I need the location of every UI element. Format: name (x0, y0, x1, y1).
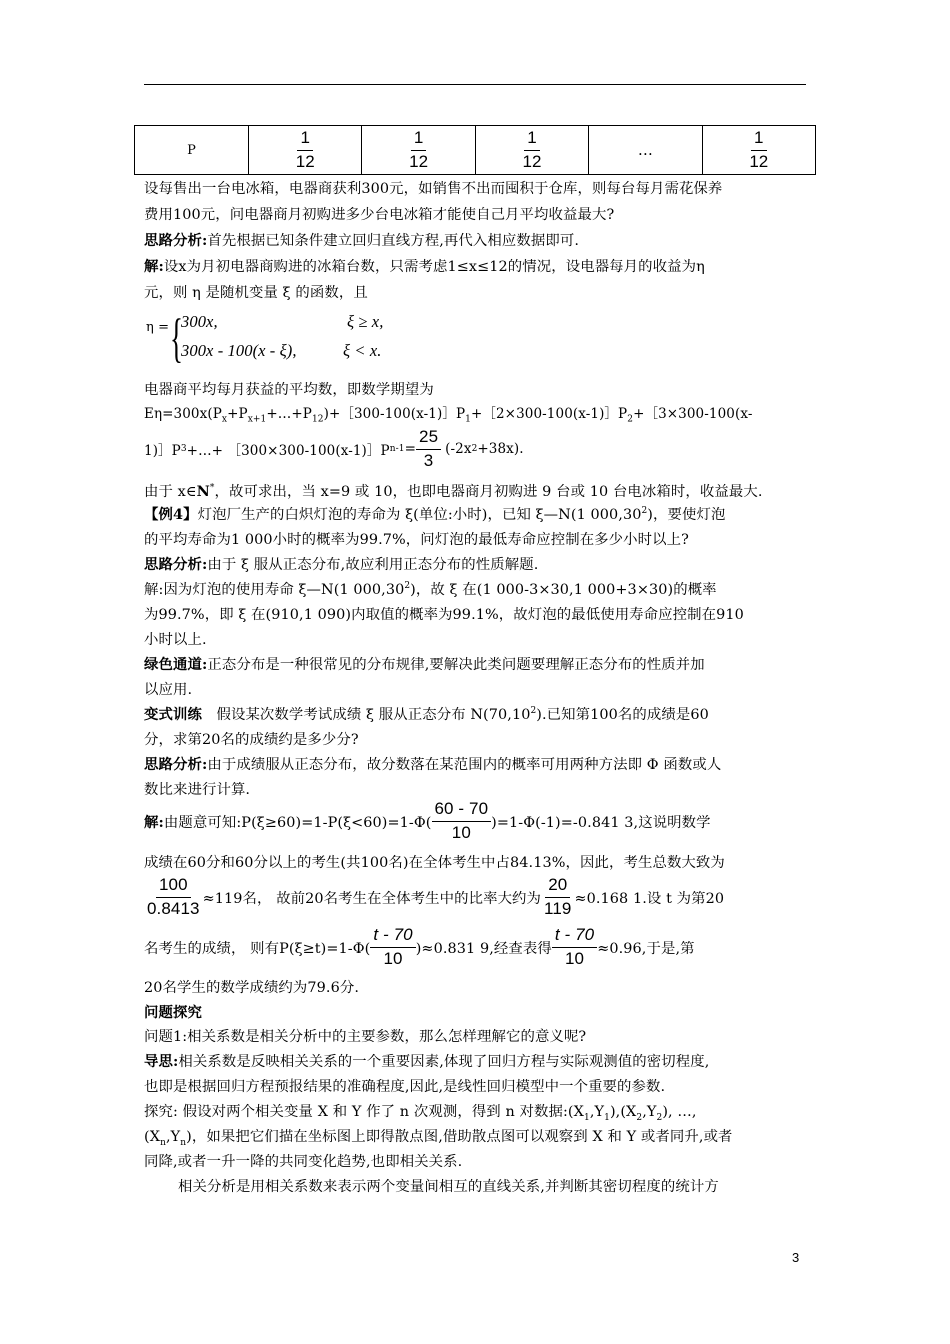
fraction: $\frac{25}{3}$ (416, 428, 441, 470)
text-line: 解:设x为月初电器商购进的冰箱台数，只需考虑1≤x≤12的情况，设电器每月的收益为η (144, 258, 705, 275)
text-line: 变式训练 假设某次数学考试成绩 ξ 服从正态分布 N(70,10$^2$).已知第100名的成绩是60 (144, 706, 709, 723)
section-label: 解: (144, 813, 164, 831)
text-line: 的平均寿命为1 000小时的概率为99.7%，问灯泡的最低寿命应控制在多少小时以上? (144, 532, 689, 548)
text-line: 探究: 假设对两个相关变量 X 和 Y 作了 n 次观测，得到 n 对数据$:(X_1,Y_1),(X_2,Y_2)$, …, (144, 1104, 697, 1123)
piecewise-brace: { (170, 308, 183, 368)
piecewise-expr: 300x, (181, 312, 218, 331)
text-line: 问题1:相关系数是相关分析中的主要参数，那么怎样理解它的意义呢? (144, 1029, 587, 1045)
table-label-cell: P (135, 126, 249, 175)
fraction: $\frac{1}{12}$ (522, 127, 542, 171)
text-line: 绿色通道:正态分布是一种很常见的分布规律,要解决此类问题要理解正态分布的性质并加 (144, 656, 705, 673)
text-line: 成绩在60分和60分以上的考生(共100名)在全体考生中占84.13%，因此，考生总数大致为 (144, 855, 725, 871)
text-line: 解:因为灯泡的使用寿命 ξ—N(1 000,30$^2$)，故 ξ 在(1 000-3×30,1 000+3×30)的概率 (144, 581, 717, 598)
section-label: 思路分析: (144, 756, 208, 773)
section-label: 导思: (144, 1053, 179, 1070)
fraction: $\frac{1}{12}$ (295, 127, 315, 171)
text-line: 小时以上. (144, 632, 207, 648)
text-line: 电器商平均每月获益的平均数，即数学期望为 (144, 382, 434, 398)
piecewise-expr: 300x - 100(x - ξ), (181, 341, 297, 360)
section-label: 解: (144, 258, 164, 275)
table-row (135, 126, 816, 175)
text-line: 1)］P 3 +…+ ［300×300-100(x-1)］P n-1 = $\frac{25}{3}$ (-2x 2 +38x). (144, 427, 524, 470)
piecewise-cond: ξ < x. (343, 341, 382, 360)
text-line: 设每售出一台电冰箱，电器商获利300元，如销售不出而囤积于仓库，则每台每月需花保养 (144, 181, 723, 197)
text-line: 20名学生的数学成绩约为79.6分. (144, 980, 360, 996)
section-label: 问题探究 (144, 1004, 202, 1021)
text-line: 同降,或者一升一降的共同变化趋势,也即相关关系. (144, 1154, 463, 1170)
section-label: 变式训练 (144, 706, 202, 723)
text-line: 思路分析:由于 ξ 服从正态分布,故应利用正态分布的性质解题. (144, 556, 539, 573)
text-line: 为99.7%，即 ξ 在(910,1 090)内取值的概率为99.1%，故灯泡的最低使用寿命应控制在910 (144, 607, 744, 623)
text-line: 由于 x∈N*，故可求出，当 x=9 或 10，也即电器商月初购进 9 台或 10 台电冰箱时，收益最大. (144, 483, 763, 500)
text-line: 名考生的成绩， 则有P(ξ≥t)=1-Φ( $\frac{t - 70}{10}$ )≈0.831 9,经查表得 $\frac{t - 70}{10}$ ≈0.96,于是,第 (144, 925, 695, 968)
text-line: 导思:相关系数是反映相关关系的一个重要因素,体现了回归方程与实际观测值的密切程度, (144, 1053, 710, 1070)
text-line: 【例4】灯泡厂生产的白炽灯泡的寿命为 ξ(单位:小时)，已知 ξ—N(1 000,30$^2$)，要使灯泡 (144, 506, 726, 523)
header-rule (144, 84, 806, 85)
table-cell (475, 126, 588, 175)
table-cell: … (589, 126, 702, 175)
text-line: 数比来进行计算. (144, 782, 251, 798)
probability-table (134, 125, 816, 175)
piecewise-cond: ξ ≥ x, (347, 312, 384, 331)
table-cell (249, 126, 362, 175)
text-line: 费用100元，问电器商月初购进多少台电冰箱才能使自己月平均收益最大? (144, 207, 615, 223)
section-label: 绿色通道: (144, 656, 208, 673)
text-line: 分，求第20名的成绩约是多少分? (144, 732, 359, 748)
section-label: 【例4】 (144, 506, 198, 523)
text-line: 也即是根据回归方程预报结果的准确程度,因此,是线性回归模型中一个重要的参数. (144, 1079, 666, 1095)
fraction: $\frac{60 - 70}{10}$ (432, 800, 492, 842)
text-line: $E\eta=300x(P_x+P_{x+1}+\dots+P_{12})+[300-100(x-1)]P_1+[2\times 300-100(x-1)]P_2+[3\times 300-100(x-$ (144, 406, 753, 425)
text-line (144, 1001, 202, 1022)
page-number: 3 (792, 1250, 800, 1265)
fraction: $\frac{20}{119}$ (544, 875, 572, 918)
text-line: 思路分析:首先根据已知条件建立回归直线方程,再代入相应数据即可. (144, 232, 579, 249)
text-line: 以应用. (144, 682, 193, 698)
eta-label: η = (146, 320, 170, 335)
fraction: $\frac{100}{0.8413}$ (147, 875, 200, 918)
fraction: $\frac{1}{12}$ (749, 127, 769, 171)
text-line: $\frac{100}{0.8413}$ ≈119名， 故前20名考生在全体考生中的比率大约为 $\frac{20}{119}$ ≈0.168 1.设 t 为第20 (144, 876, 724, 918)
text-line: 思路分析:由于成绩服从正态分布，故分数落在某范围内的概率可用两种方法即 Φ 函数或人 (144, 756, 722, 773)
section-label: 思路分析: (144, 232, 208, 249)
table-cell (362, 126, 475, 175)
text-line: 相关分析是用相关系数来表示两个变量间相互的直线关系,并判断其密切程度的统计方 (178, 1179, 719, 1195)
fraction: $\frac{t - 70}{10}$ (552, 926, 597, 968)
table-cell (702, 126, 815, 175)
text-line: 元，则 η 是随机变量 ξ 的函数，且 (144, 285, 368, 301)
fraction: $\frac{1}{12}$ (409, 127, 429, 171)
text-line: 解: 由题意可知:P(ξ≥60)=1-P(ξ<60)=1-Φ( $\frac{60 - 70}{10}$ )=1-Φ(-1)=-0.841 3,这说明数学 (144, 799, 711, 842)
section-label: 思路分析: (144, 556, 208, 573)
text-line: $(X_n,Y_n)$，如果把它们描在坐标图上即得散点图,借助散点图可以观察到 X 和 Y 或者同升,或者 (144, 1129, 733, 1148)
fraction: $\frac{t - 70}{10}$ (370, 926, 415, 968)
